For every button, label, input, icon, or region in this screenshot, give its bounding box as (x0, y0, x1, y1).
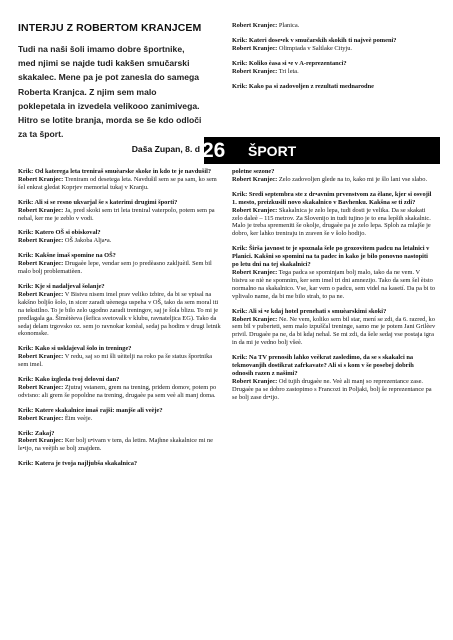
qa-item (232, 83, 436, 91)
question-text: Krik: Katere skakalnice imaš rajši: manjše ali veèje? (18, 406, 163, 414)
question-text: Krik: Zakaj? (18, 429, 55, 437)
answer-text: Tega padca se spominjam bolj malo, tako da ne vem. V bistvu se niè ne spomnim, ker sem imel tri dni amnezijo. Tako da sem šel èisto normalno na skakalnico. Vse, kar vem o padcu, sem videl na kasetí. Da pa bi to vplivalo name, da bi me bilo strah, to pa ne. (232, 268, 436, 300)
answer-text: Ker bolj u•ivam v tem, da letim. Majhne skakalnice mi ne le•ijo, na veèjih se bolj znajdem. (18, 437, 213, 453)
section-title: ŠPORT (248, 143, 297, 159)
question-text: poletne sezone? (232, 168, 275, 175)
answer-text: Drugaèe lepe, vendar sem jo predèasno zakljuèil. Sem bil malo bolj problematièen. (18, 260, 212, 276)
question-text: Krik: Kako izgleda tvoj delovni dan? (18, 376, 120, 384)
answer-text: Tri leta. (278, 67, 299, 75)
speaker-label: Robert Kranjec: (232, 377, 278, 385)
answer-text: Ne. Ne vem, koliko sem bil star, mení se zdi, da 6. razred, ko sem bil v puberteti, sem malo izpuščal treninge, samo me je potem Jani Grilèev privil. Drugaèe pa ne, da bi kdaj nehal. Se mi zdi, da šele sedaj vse postaja igra in da mi je vedno bolj všeè. (232, 315, 436, 347)
qa-item (18, 407, 222, 423)
interview-column-right (232, 168, 436, 409)
question-text: Krik: Katero OŠ si obiskoval? (18, 229, 101, 237)
qa-item (18, 345, 222, 369)
qa-item (18, 229, 222, 245)
top-right-column (232, 22, 436, 97)
speaker-label: Robert Kranjec: (18, 353, 64, 361)
interview-column-left (18, 168, 222, 475)
question-text: Krik: Kako si usklajeval šolo in treninge? (18, 345, 132, 353)
speaker-label: Robert Kranjec: (18, 175, 64, 183)
speaker-label: Robert Kranjec: (232, 206, 278, 214)
question-text: Krik: Od katerega leta treniraš smuèarske skoke in kdo te je navdušil? (18, 168, 212, 175)
qa-item (232, 245, 436, 300)
speaker-label: Robert Kranjec: (232, 175, 278, 183)
answer-text: V redu, saj so mi šli uèitelji na roko pa še status športnika sem imel. (18, 353, 213, 369)
speaker-label: Robert Kranjec: (18, 414, 64, 422)
qa-item (18, 430, 222, 454)
question-text: Krik: Ali si se resno ukvarjal še s katerimi drugimi športi? (18, 198, 178, 206)
qa-item (232, 22, 436, 30)
speaker-label: Robert Kranjec: (232, 22, 278, 29)
answer-text: Od tujih drugaèe ne. Veè ali manj so reprezentance zase. Drugaèe pa se dobro zastopimo s Francozi in Poljaki, bolj še reprezentance pa se bolj zase dr•ijo. (232, 377, 432, 401)
speaker-label: Robert Kranjec: (232, 44, 278, 52)
question-text: Krik: Širša javnost te je spoznala šele po grozovitem padcu na letalnici v Planici. Kakšni so spomini na ta padec in kako je bilo ponovno nastopiti po letu dni na tej skakalnici? (232, 245, 430, 269)
qa-item (232, 60, 436, 76)
question-text: Krik: Ali si •e kdaj hotel prenehati s smuèarskimi skoki? (232, 307, 387, 315)
question-text: Krik: Kako pa si zadovoljen z rezultati mednarodne (232, 82, 374, 90)
qa-item (18, 460, 222, 468)
answer-text: Zjutraj vstanem, grem na trening, pridem domov, potem po odvisno: ali grem še popoldne na trening, drugaèe pa sem veè ali manj doma. (18, 383, 217, 399)
speaker-label: Robert Kranjec: (232, 268, 278, 276)
section-banner (204, 137, 440, 164)
qa-item (18, 376, 222, 400)
article-title: INTERJU Z ROBERTOM KRANJCEM (18, 22, 202, 34)
answer-text: V Bistvu nisem imel prav veliko izbire, da bi se vpisal na kakšno boljšo šolo, in sicer zaradi uèenega uspeha v OŠ, tako da sem moral iti na tekstilno. To je bilo zelo ugodno zaradi treningov, saj je šola blizu. To mi je predlagala ga. Šimèièeva (šefica svetovalk v klubu, ravnateljica EG). Tako da sedaj delam trgovsko oz. sem jo ravnokar konèal, sedaj pa hodim v drugi letnik ekonomske. (18, 290, 221, 338)
speaker-label: Robert Kranjec: (18, 237, 64, 245)
qa-item (232, 168, 436, 184)
question-text: Krik: Na TV prenosih lahko veèkrat zasledimo, da se s skakalci na tekmovanjih dostikrat zafrkavate? Ali si s kom v še posebej dobrih odnosih razen z našimi? (232, 354, 414, 377)
speaker-label: Robert Kranjec: (18, 260, 64, 268)
answer-text: Planica. (278, 22, 300, 29)
answer-text: OŠ Jakoba Alja•a. (64, 237, 112, 245)
question-text: Krik: Sredi septembra ste z dr•avnim prvenstvom za èlane, kjer si osvojil 1. mesto, preizkusili novo skakalnico v Bavhenku. Kakšna se ti zdi? (232, 190, 432, 206)
qa-item (18, 252, 222, 276)
speaker-label: Robert Kranjec: (18, 206, 64, 214)
qa-item (232, 354, 436, 401)
qa-item (232, 308, 436, 348)
qa-item (18, 168, 222, 192)
speaker-label: Robert Kranjec: (18, 290, 64, 298)
question-text: Krik: Katera je tvoja najljubša skakalnica? (18, 460, 138, 468)
question-text: Krik: Koliko èasa si •e v A-reprezentanci? (232, 59, 347, 67)
answer-text: Skakalnica je zelo lepa, tudi dosti je velika. Da se skakati zelo daleè – 115 metrov. Za Slovenijo in tudi tujino je to ena lepših skakalnic. Malo je treba spremeniti še okolje, drugaèe pa je zelo lepa. Sploh za mlajše je dobro, ker lahko treniraju in zraven še v šolo hodijo. (232, 206, 431, 238)
speaker-label: Robert Kranjec: (232, 67, 278, 75)
answer-text: Treniram od desetega leta. Navdušil sem se pa sam, ko sem šel enkrat gledat Koprjev memorial tukaj v Kranju. (18, 175, 217, 191)
answer-text: Èim veèje. (64, 414, 93, 422)
speaker-label: Robert Kranjec: (18, 383, 64, 391)
qa-item (232, 191, 436, 238)
speaker-label: Robert Kranjec: (18, 437, 64, 445)
page-number: 26 (202, 139, 226, 162)
article-intro: Tudi na naši šoli imamo dobre športnike, med njimi se najde tudi kakšen smučarski skakalec. Mene pa je pot zanesla do samega Roberta Kranjca. Z njim sem malo poklepetala in izvedela velikooo zanimivega. Hitro se lotite branja, morda se še kdo odloči za ta šport. (18, 44, 202, 140)
answer-text: Zelo zadovoljen glede na to, kako mi je šlo lani vse slabo. (278, 175, 428, 183)
question-text: Krik: Kje si nadaljeval šolanje? (18, 282, 105, 290)
answer-text: Ja, pred skoki sem tri leta treniral vaterpolo, potem sem pa nehal, ker me je zeblo v vodi. (18, 206, 215, 222)
qa-item (18, 199, 222, 223)
qa-item (232, 37, 436, 53)
answer-text: Olimpiada v Saltlake Cityju. (278, 44, 352, 52)
question-text: Krik: Kakšne imaš spomine na OŠ? (18, 252, 116, 260)
article-header (18, 22, 202, 154)
article-byline: Daša Zupan, 8. d (131, 144, 200, 155)
speaker-label: Robert Kranjec: (232, 315, 278, 323)
question-text: Krik: Kateri dose•ek v smučarskih skokih ti najveè pomeni? (232, 36, 397, 44)
qa-item (18, 283, 222, 338)
